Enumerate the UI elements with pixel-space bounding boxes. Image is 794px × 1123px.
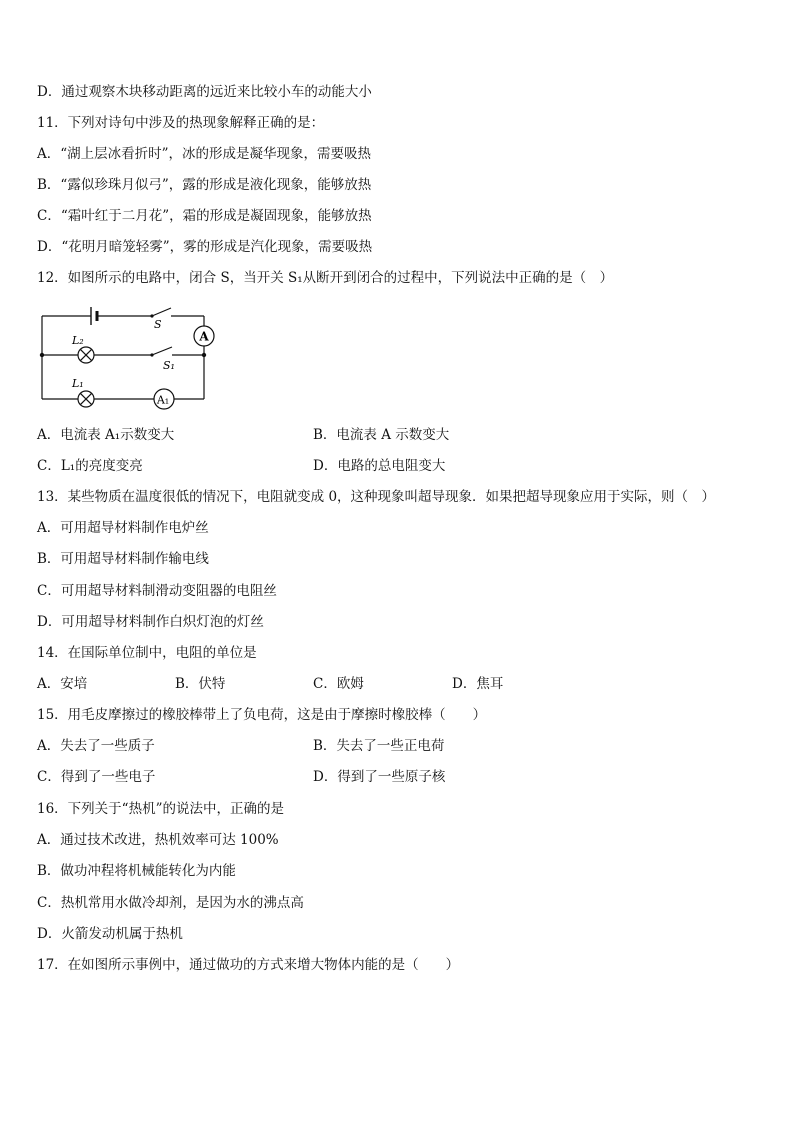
ammeter-a-label: A	[199, 329, 209, 344]
switch-s-label: S	[154, 318, 162, 331]
question-12-option-d: D．电路的总电阻变大	[313, 458, 446, 474]
question-15-option-c: C．得到了一些电子	[37, 769, 156, 785]
question-17-stem: 17．在如图所示事例中，通过做功的方式来增大物体内能的是（ ）	[37, 957, 460, 973]
circuit-diagram	[36, 296, 218, 414]
question-14-option-d: D．焦耳	[452, 676, 504, 692]
question-11-option-b: B．“露似珍珠月似弓”，露的形成是液化现象，能够放热	[37, 177, 372, 193]
question-16-option-c: C．热机常用水做冷却剂，是因为水的沸点高	[37, 895, 304, 911]
question-13-option-c: C．可用超导材料制滑动变阻器的电阻丝	[37, 583, 277, 599]
question-15-option-b: B．失去了一些正电荷	[313, 738, 445, 754]
question-14-option-a: A．安培	[37, 676, 88, 692]
question-15-stem: 15．用毛皮摩擦过的橡胶棒带上了负电荷，这是由于摩擦时橡胶棒（ ）	[37, 707, 487, 723]
question-10-option-d: D．通过观察木块移动距离的远近来比较小车的动能大小	[37, 84, 372, 100]
question-16-option-b: B．做功冲程将机械能转化为内能	[37, 863, 236, 879]
lamp-l1-label: L₁	[72, 377, 84, 390]
lamp-l1-icon	[78, 391, 94, 407]
question-16-option-d: D．火箭发动机属于热机	[37, 926, 183, 942]
question-14-option-b: B．伏特	[175, 676, 226, 692]
ammeter-a1-label: A₁	[156, 393, 170, 407]
question-11-option-a: A．“湖上层冰看折时”，冰的形成是凝华现象，需要吸热	[37, 146, 372, 162]
question-16-stem: 16．下列关于“热机”的说法中，正确的是	[37, 801, 284, 817]
question-15-option-d: D．得到了一些原子核	[313, 769, 446, 785]
question-15-option-a: A．失去了一些质子	[37, 738, 155, 754]
question-12-stem: 12．如图所示的电路中，闭合 S，当开关 S₁从断开到闭合的过程中，下列说法中正确的是（ ）	[37, 270, 614, 286]
lamp-l2-icon	[78, 347, 94, 363]
question-13-option-d: D．可用超导材料制作白炽灯泡的灯丝	[37, 614, 264, 630]
lamp-l2-label: L₂	[72, 334, 84, 347]
switch-s1-label: S₁	[163, 359, 175, 372]
question-16-option-a: A．通过技术改进，热机效率可达 100%	[37, 832, 279, 848]
question-14-option-c: C．欧姆	[313, 676, 364, 692]
question-13-option-b: B．可用超导材料制作输电线	[37, 551, 209, 567]
question-13-option-a: A．可用超导材料制作电炉丝	[37, 520, 209, 536]
question-12-option-b: B．电流表 A 示数变大	[313, 427, 450, 443]
question-11-stem: 11．下列对诗句中涉及的热现象解释正确的是：	[37, 115, 325, 131]
question-13-stem: 13．某些物质在温度很低的情况下，电阻就变成 0，这种现象叫超导现象．如果把超导现象应用于实际，则（ ）	[37, 489, 716, 505]
question-11-option-c: C．“霜叶红于二月花”，霜的形成是凝固现象，能够放热	[37, 208, 372, 224]
question-14-stem: 14．在国际单位制中，电阻的单位是	[37, 645, 257, 661]
question-11-option-d: D．“花明月暗笼轻雾”，雾的形成是汽化现象，需要吸热	[37, 239, 373, 255]
question-12-option-a: A．电流表 A₁示数变大	[37, 427, 175, 443]
question-12-option-c: C．L₁的亮度变亮	[37, 458, 143, 474]
